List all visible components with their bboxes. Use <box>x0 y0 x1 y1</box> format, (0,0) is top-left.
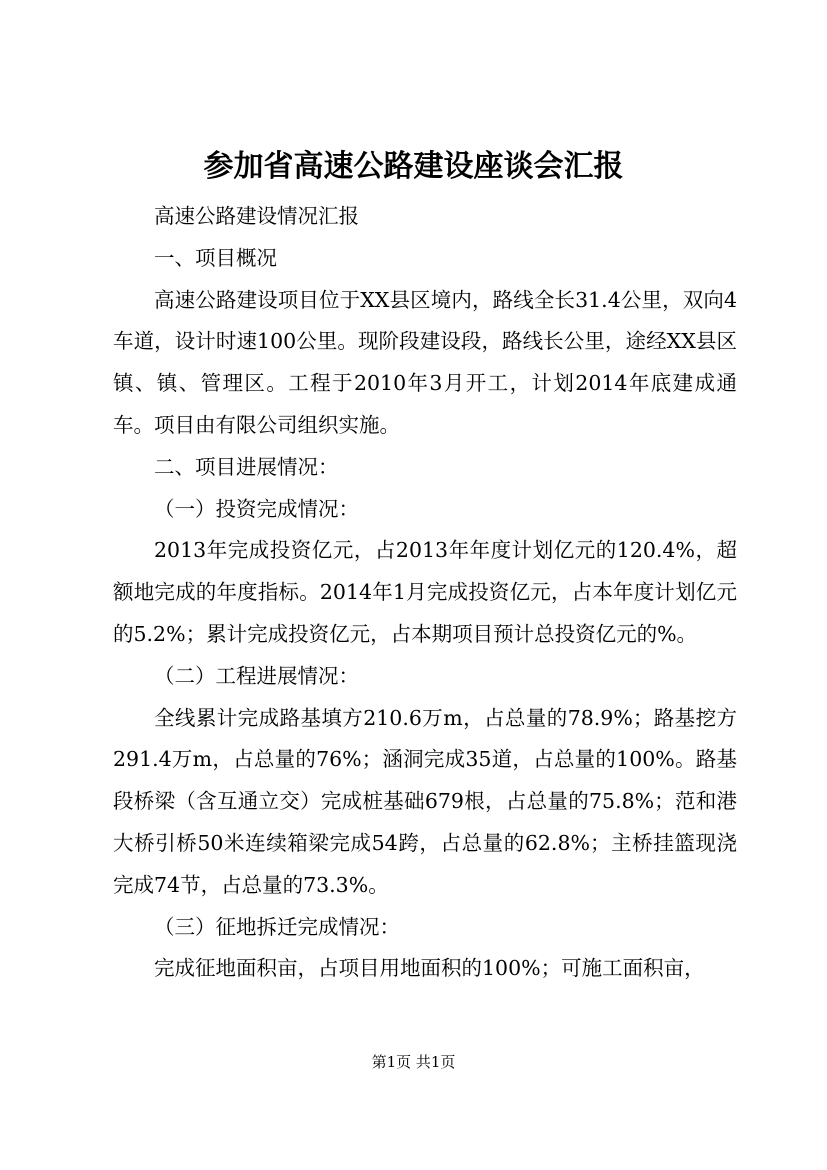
paragraph-investment: 2013年完成投资亿元，占2013年年度计划亿元的120.4%，超额地完成的年度指标。2014年1月完成投资亿元，占本年度计划亿元的5.2%；累计完成投资亿元，占本期项目预计总投资亿元的%。 <box>113 538 737 646</box>
paragraph-section-2-heading: 二、项目进展情况： <box>154 454 339 479</box>
paragraph-subsection-investment-heading: （一）投资完成情况： <box>154 496 359 521</box>
document-body <box>113 196 737 990</box>
paragraph-section-1-heading: 一、项目概况 <box>154 245 277 270</box>
paragraph-heading-report: 高速公路建设情况汇报 <box>154 204 359 228</box>
paragraph-subsection-progress-heading: （二）工程进展情况： <box>154 663 359 688</box>
paragraph-subsection-land-heading: （三）征地拆迁完成情况： <box>154 914 400 939</box>
paragraph-land: 完成征地面积亩，占项目用地面积的100%；可施工面积亩， <box>154 956 705 981</box>
document-title: 参加省高速公路建设座谈会汇报 <box>203 149 624 184</box>
paragraph-progress: 全线累计完成路基填方210.6万m，占总量的78.9%；路基挖方291.4万m，占总量的76%；涵洞完成35道，占总量的100%。路基段桥梁（含互通立交）完成桩基础679根，占总量的75.8%；范和港大桥引桥50米连续箱梁完成54跨，占总量的62.8%；主桥挂篮现浇完成74节，占总量的73.3%。 <box>113 705 737 897</box>
page-footer: 第1页 共1页 <box>371 1053 456 1071</box>
paragraph-project-overview: 高速公路建设项目位于XX县区境内，路线全长31.4公里，双向4车道，设计时速100公里。现阶段建设段，路线长公里，途经XX县区镇、镇、管理区。工程于2010年3月开工，计划2014年底建成通车。项目由有限公司组织实施。 <box>113 287 737 437</box>
